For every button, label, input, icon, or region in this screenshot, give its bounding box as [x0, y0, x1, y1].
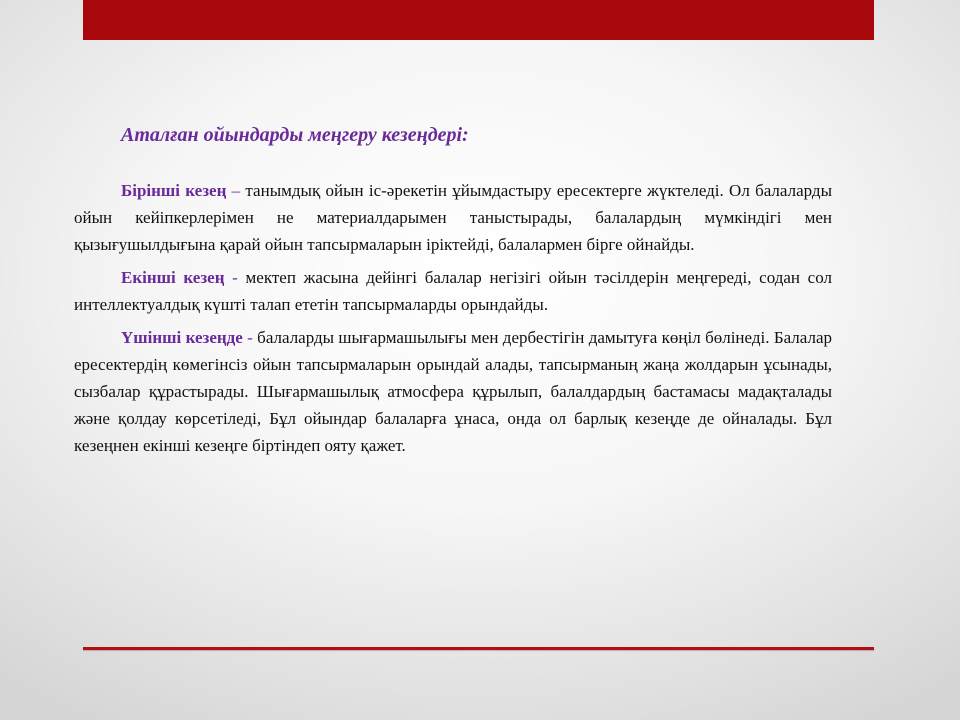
paragraph-stage-3: [74, 324, 832, 459]
stage-3-term: Үшінші кезеңде: [121, 328, 243, 347]
slide-body: [74, 177, 832, 459]
paragraph-stage-1: [74, 177, 832, 258]
paragraph-stage-2: [74, 264, 832, 318]
stage-2-separator: -: [224, 268, 246, 287]
bottom-divider-line: [83, 647, 874, 650]
stage-1-text: танымдық ойын іс-әрекетін ұйымдастыру ересектерге жүктеледі. Ол балаларды ойын кейіпкерлерімен не материалдарымен таныстырады, балалардың мүмкіндігі мен қызығушылдығына қарай ойын тапсырмаларын іріктейді, балалармен бірге ойнайды.: [74, 181, 832, 254]
stage-1-term: Бірінші кезең: [121, 181, 227, 200]
stage-2-text: мектеп жасына дейінгі балалар негізігі ойын тәсілдерін меңгереді, содан сол интеллектуалдық күшті талап ететін тапсырмаларды орындайды.: [74, 268, 832, 314]
slide-heading: Аталған ойындарды меңгеру кезеңдері:: [121, 124, 469, 146]
stage-3-separator: -: [242, 328, 258, 347]
top-decorative-band: [83, 0, 874, 40]
stage-1-separator: –: [226, 181, 246, 200]
stage-3-text: балаларды шығармашылығы мен дербестігін дамытуға көңіл бөлінеді. Балалар ересектердің көмегінсіз ойын тапсырмаларын орындай алады, тапсырманың жаңа жолдарын ұсынады, сызбалар құрастырады. Шығармашылық атмосфера құрылып, балалдардың бастамасы мадақталады және қолдау көрсетіледі, Бұл ойындар балаларға ұнаса, онда ол барлық кезеңде де ойналады. Бұл кезеңнен екінші кезеңге біртіндеп ояту қажет.: [74, 328, 832, 455]
stage-2-term: Екінші кезең: [121, 268, 225, 287]
